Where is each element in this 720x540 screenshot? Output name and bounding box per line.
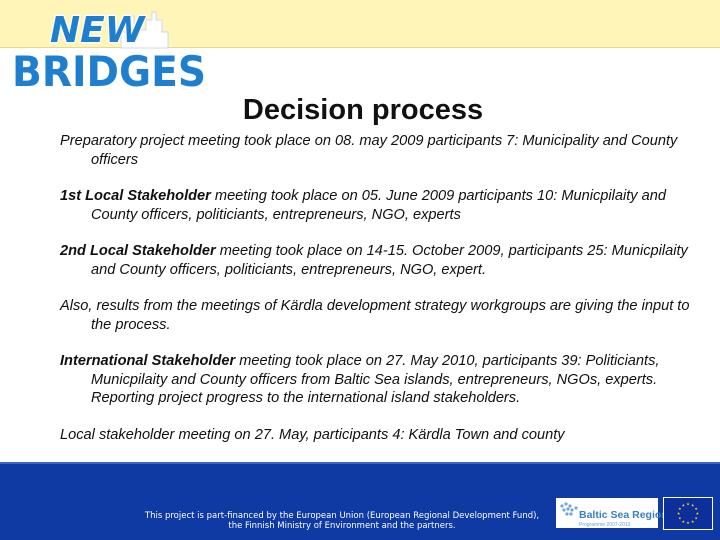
paragraph-text: Also, results from the meetings of Kärdla development strategy workgroups are giving the input to the process. (60, 298, 690, 333)
new-bridges-logo (6, 2, 211, 94)
paragraph-preparatory (60, 132, 700, 169)
eu-star-icon (677, 512, 680, 515)
eu-star-icon (682, 520, 685, 523)
bsr-label: Baltic Sea Region (579, 509, 668, 521)
eu-star-icon (696, 512, 699, 515)
paragraph-2nd-local (60, 242, 700, 279)
footer-funding-text (128, 511, 556, 531)
paragraph-text: meeting took place on 27. May 2010, participants 39: Politiciants, Municpilaity and County officers from Baltic Sea islands, entrepreneurs, NGOs, experts. Reporting project progress to the international island stakeholders. (91, 353, 660, 406)
paragraph-lead: International Stakeholder (60, 353, 236, 369)
eu-star-icon (691, 520, 694, 523)
baltic-sea-region-logo (556, 498, 668, 528)
eu-star-icon (682, 504, 685, 507)
logo-bridges-text: BRIDGES (12, 47, 206, 96)
footer-line-1: This project is part-financed by the European Union (European Regional Development Fund), (144, 511, 540, 521)
paragraph-lead: 1st Local Stakeholder (60, 188, 211, 204)
bsr-subtitle: Programme 2007-2013 (579, 522, 631, 528)
paragraph-1st-local (60, 187, 700, 224)
content-list (60, 132, 700, 462)
paragraph-workgroups (60, 297, 700, 334)
eu-star-icon (695, 507, 698, 510)
paragraph-text: meeting took place on 14-15. October 2009, participants 25: Municpilaity and County officers, politiciants, entrepreneurs, NGO, expert. (91, 243, 688, 278)
eu-star-icon (687, 521, 690, 524)
eu-star-icon (678, 517, 681, 520)
logo-new-text: NEW (50, 10, 145, 51)
paragraph-international (60, 352, 700, 408)
eu-star-icon (687, 503, 690, 506)
footer-band (0, 462, 720, 540)
page-title: Decision process (242, 94, 484, 126)
paragraph-text: meeting took place on 05. June 2009 participants 10: Municpilaity and County officers, politiciants, entrepreneurs, NGO, experts (91, 188, 666, 223)
paragraph-text: Preparatory project meeting took place on 08. may 2009 participants 7: Municipality and County officers (60, 133, 678, 168)
paragraph-lead: 2nd Local Stakeholder (60, 243, 216, 259)
eu-flag-icon (663, 497, 713, 530)
eu-star-icon (695, 517, 698, 520)
paragraph-local-may (60, 426, 700, 445)
paragraph-text: Local stakeholder meeting on 27. May, participants 4: Kärdla Town and county (60, 426, 565, 443)
footer-line-2: the Finnish Ministry of Environment and the partners. (228, 521, 456, 531)
eu-star-icon (691, 504, 694, 507)
eu-star-icon (678, 507, 681, 510)
bsr-dots-icon (560, 502, 577, 515)
